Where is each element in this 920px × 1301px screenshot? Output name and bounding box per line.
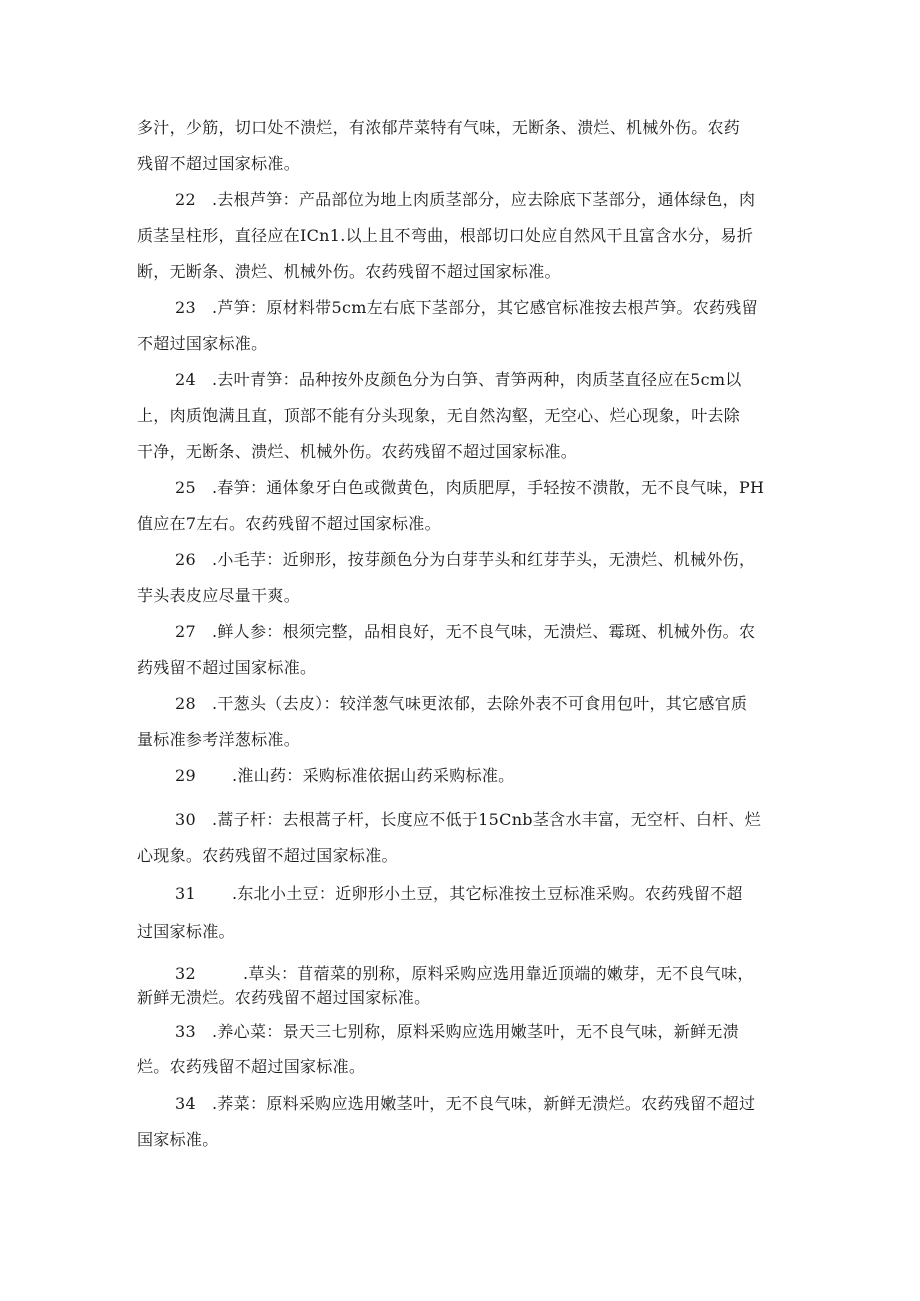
- paragraph-line: 干净，无断条、溃烂、机械外伤。农药残留不超过国家标准。: [137, 442, 578, 461]
- paragraph-line: .草头：苜蓿菜的别称，原料采购应选用靠近顶端的嫩芽，无不良气味，: [243, 964, 754, 983]
- paragraph-line: .小毛芋：近卵形，按芽颜色分为白芽芋头和红芽芋头，无溃烂、机械外伤，: [212, 550, 756, 569]
- item-number: 29: [175, 766, 196, 785]
- item-number: 28: [175, 694, 196, 713]
- paragraph-line: 心现象。农药残留不超过国家标准。: [137, 846, 398, 865]
- item-number: 24: [175, 370, 196, 389]
- paragraph-line: .荞菜：原料采购应选用嫩茎叶，无不良气味，新鲜无溃烂。农药残留不超过: [212, 1094, 756, 1113]
- paragraph-line: .东北小土豆：近卵形小土豆，其它标准按土豆标准采购。农药残留不超: [232, 884, 743, 903]
- paragraph-line: 值应在7左右。农药残留不超过国家标准。: [137, 514, 441, 533]
- item-number: 25: [175, 478, 196, 497]
- paragraph-line: 新鲜无溃烂。农药残留不超过国家标准。: [137, 988, 431, 1007]
- item-number: 32: [175, 964, 196, 983]
- item-number: 27: [175, 622, 196, 641]
- paragraph-line: 芋头表皮应尽量干爽。: [137, 586, 301, 605]
- paragraph-line: .淮山药：采购标准依据山药采购标准。: [232, 766, 515, 785]
- paragraph-line: .去根芦笋：产品部位为地上肉质茎部分，应去除底下茎部分，通体绿色，肉: [212, 190, 756, 209]
- paragraph-line: 质茎呈柱形，直径应在ICn1.以上且不弯曲，根部切口处应自然风干且富含水分，易折: [137, 226, 754, 245]
- paragraph-line: .春笋：通体象牙白色或微黄色，肉质肥厚，手轻按不溃散，无不良气味，PH: [212, 478, 765, 497]
- paragraph-line: 残留不超过国家标准。: [137, 154, 301, 173]
- paragraph-line: 上，肉质饱满且直，顶部不能有分头现象，无自然沟壑，无空心、烂心现象，叶去除: [137, 406, 741, 425]
- paragraph-line: 量标准参考洋葱标准。: [137, 730, 301, 749]
- paragraph-line: .去叶青笋：品种按外皮颜色分为白笋、青笋两种，肉质茎直径应在5cm以: [212, 370, 742, 389]
- paragraph-line: 烂。农药残留不超过国家标准。: [137, 1057, 366, 1076]
- paragraph-line: .养心菜：景天三七别称，原料采购应选用嫩茎叶，无不良气味，新鲜无溃: [212, 1022, 739, 1041]
- paragraph-line: 多汁，少筋，切口处不溃烂，有浓郁芹菜特有气味，无断条、溃烂、机械外伤。农药: [137, 118, 741, 137]
- paragraph-line: 过国家标准。: [137, 922, 235, 941]
- paragraph-line: .干葱头（去皮）：较洋葱气味更浓郁，去除外表不可食用包叶，其它感官质: [212, 694, 748, 713]
- item-number: 26: [175, 550, 196, 569]
- paragraph-line: .芦笋：原材料带5cm左右底下茎部分，其它感官标准按去根芦笋。农药残留: [212, 298, 758, 317]
- paragraph-line: 不超过国家标准。: [137, 334, 268, 353]
- item-number: 23: [175, 298, 196, 317]
- paragraph-line: 断，无断条、溃烂、机械外伤。农药残留不超过国家标准。: [137, 262, 561, 281]
- paragraph-line: 药残留不超过国家标准。: [137, 658, 317, 677]
- paragraph-line: .鲜人参：根须完整，品相良好，无不良气味，无溃烂、霉斑、机械外伤。农: [212, 622, 756, 641]
- paragraph-line: .蒿子杆：去根蒿子杆，长度应不低于15Cnb茎含水丰富，无空杆、白杆、烂: [212, 810, 762, 829]
- item-number: 31: [175, 884, 196, 903]
- item-number: 22: [175, 190, 196, 209]
- item-number: 30: [175, 810, 196, 829]
- item-number: 33: [175, 1022, 196, 1041]
- paragraph-line: 国家标准。: [137, 1130, 219, 1149]
- item-number: 34: [175, 1094, 196, 1113]
